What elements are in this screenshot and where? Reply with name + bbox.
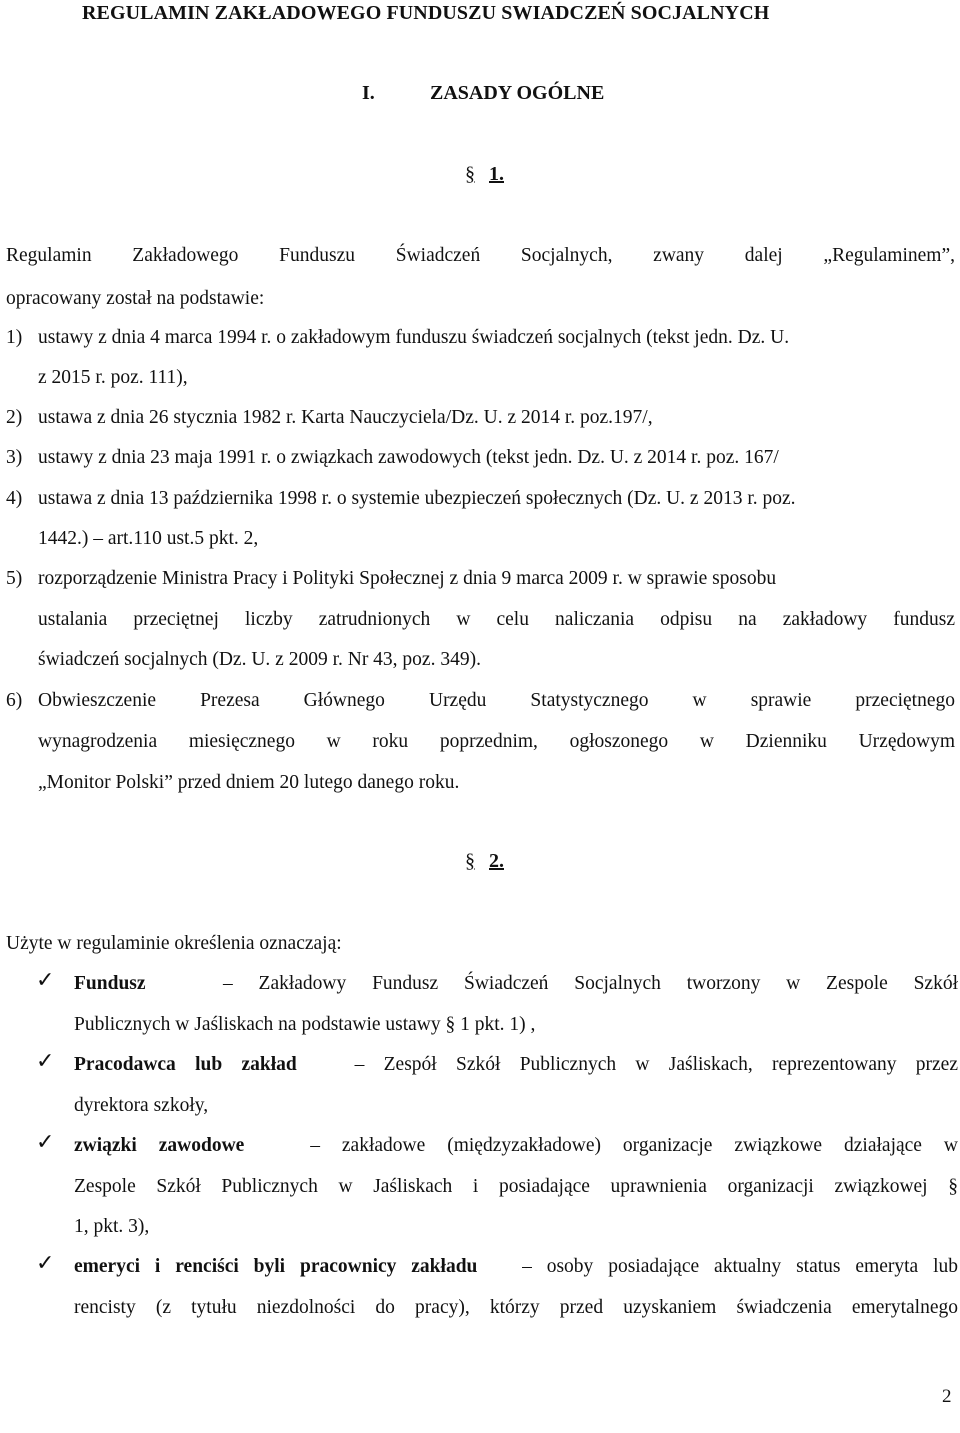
definition-item [74,1132,958,1159]
checkmark-icon: ✓ [36,1049,55,1074]
paragraph-symbol: § [465,163,475,185]
paragraph-2-intro: Użyte w regulaminie określenia oznaczają: [6,933,342,954]
list-item [0,565,960,592]
definition-continuation: 1, pkt. 3), [74,1216,150,1237]
list-text: rozporządzenie Ministra Pracy i Polityki Społecznej z dnia 9 marca 2009 r. w sprawie sposobu [38,568,777,589]
paragraph-2-heading [465,850,504,873]
list-number: 6) [6,690,23,711]
list-text: Obwieszczenie Prezesa Głównego Urzędu Statystycznego w sprawie przeciętnego [38,690,955,711]
list-item [0,324,960,351]
definition-term: Fundusz [74,973,146,994]
definition-item [74,970,958,997]
paragraph-1-intro-line1: Regulamin Zakładowego Funduszu Świadczeń Socjalnych, zwany dalej „Regulaminem”, [6,245,955,266]
checkmark-icon: ✓ [36,1251,55,1276]
paragraph-1-heading [465,163,504,186]
document-title: REGULAMIN ZAKŁADOWEGO FUNDUSZU SWIADCZEŃ SOCJALNYCH [82,2,770,24]
checkmark-icon: ✓ [36,968,55,993]
list-number: 5) [6,568,23,589]
list-text-continuation: świadczeń socjalnych (Dz. U. z 2009 r. Nr 43, poz. 349). [38,649,481,670]
list-text: ustawy z dnia 4 marca 1994 r. o zakładowym funduszu świadczeń socjalnych (tekst jedn. Dz. U. [38,327,790,348]
list-text: ustawy z dnia 23 maja 1991 r. o związkach zawodowych (tekst jedn. Dz. U. z 2014 r. poz. 167/ [38,447,779,468]
paragraph-1-intro-line2: opracowany został na podstawie: [6,288,265,309]
definition-continuation: Zespole Szkół Publicznych w Jaśliskach i posiadające uprawnienia organizacji związkowej § [74,1176,958,1197]
list-number: 4) [6,488,23,509]
list-text: ustawa z dnia 26 stycznia 1982 r. Karta Nauczyciela/Dz. U. z 2014 r. poz.197/, [38,407,653,428]
list-item [0,687,960,714]
list-text-continuation: „Monitor Polski” przed dniem 20 lutego danego roku. [38,772,460,793]
paragraph-symbol: § [465,850,475,872]
list-text-continuation: 1442.) ‒ art.110 ust.5 pkt. 2, [38,528,259,549]
definition-text: – Zespół Szkół Publicznych w Jaśliskach, reprezentowany przez [354,1054,958,1075]
list-text: ustawa z dnia 13 października 1998 r. o systemie ubezpieczeń społecznych (Dz. U. z 2013 r. poz. [38,488,796,509]
definition-item [74,1253,958,1280]
section-title: ZASADY OGÓLNE [430,82,605,104]
definition-text: – osoby posiadające aktualny status emeryta lub [522,1256,958,1277]
list-number: 3) [6,447,23,468]
definition-item [74,1051,958,1078]
paragraph-number: 2. [489,850,504,872]
list-number: 1) [6,327,23,348]
definition-text: – Zakładowy Fundusz Świadczeń Socjalnych tworzony w Zespole Szkół [222,973,958,994]
list-item [0,444,960,471]
definition-continuation: Publicznych w Jaśliskach na podstawie ustawy § 1 pkt. 1) , [74,1014,536,1035]
definition-text: – zakładowe (międzyzakładowe) organizacje związkowe działające w [310,1135,958,1156]
section-roman: I. [362,82,375,104]
page-number: 2 [942,1386,952,1407]
list-text-continuation: z 2015 r. poz. 111), [38,367,188,388]
definition-continuation: rencisty (z tytułu niezdolności do pracy), którzy przed uzyskaniem świadczenia emerytalnego [74,1297,958,1318]
section-heading [362,82,604,105]
definition-term: Pracodawca lub zakład [74,1054,297,1075]
list-text-continuation: wynagrodzenia miesięcznego w roku poprzednim, ogłoszonego w Dzienniku Urzędowym [38,731,955,752]
definition-term: emeryci i renciści byli pracownicy zakładu [74,1256,478,1277]
definition-term: związki zawodowe [74,1135,245,1156]
paragraph-number: 1. [489,163,504,185]
list-item [0,485,960,512]
definition-continuation: dyrektora szkoły, [74,1095,209,1116]
checkmark-icon: ✓ [36,1130,55,1155]
list-item [0,404,960,431]
list-text-continuation: ustalania przeciętnej liczby zatrudnionych w celu naliczania odpisu na zakładowy fundusz [38,609,955,630]
list-number: 2) [6,407,23,428]
